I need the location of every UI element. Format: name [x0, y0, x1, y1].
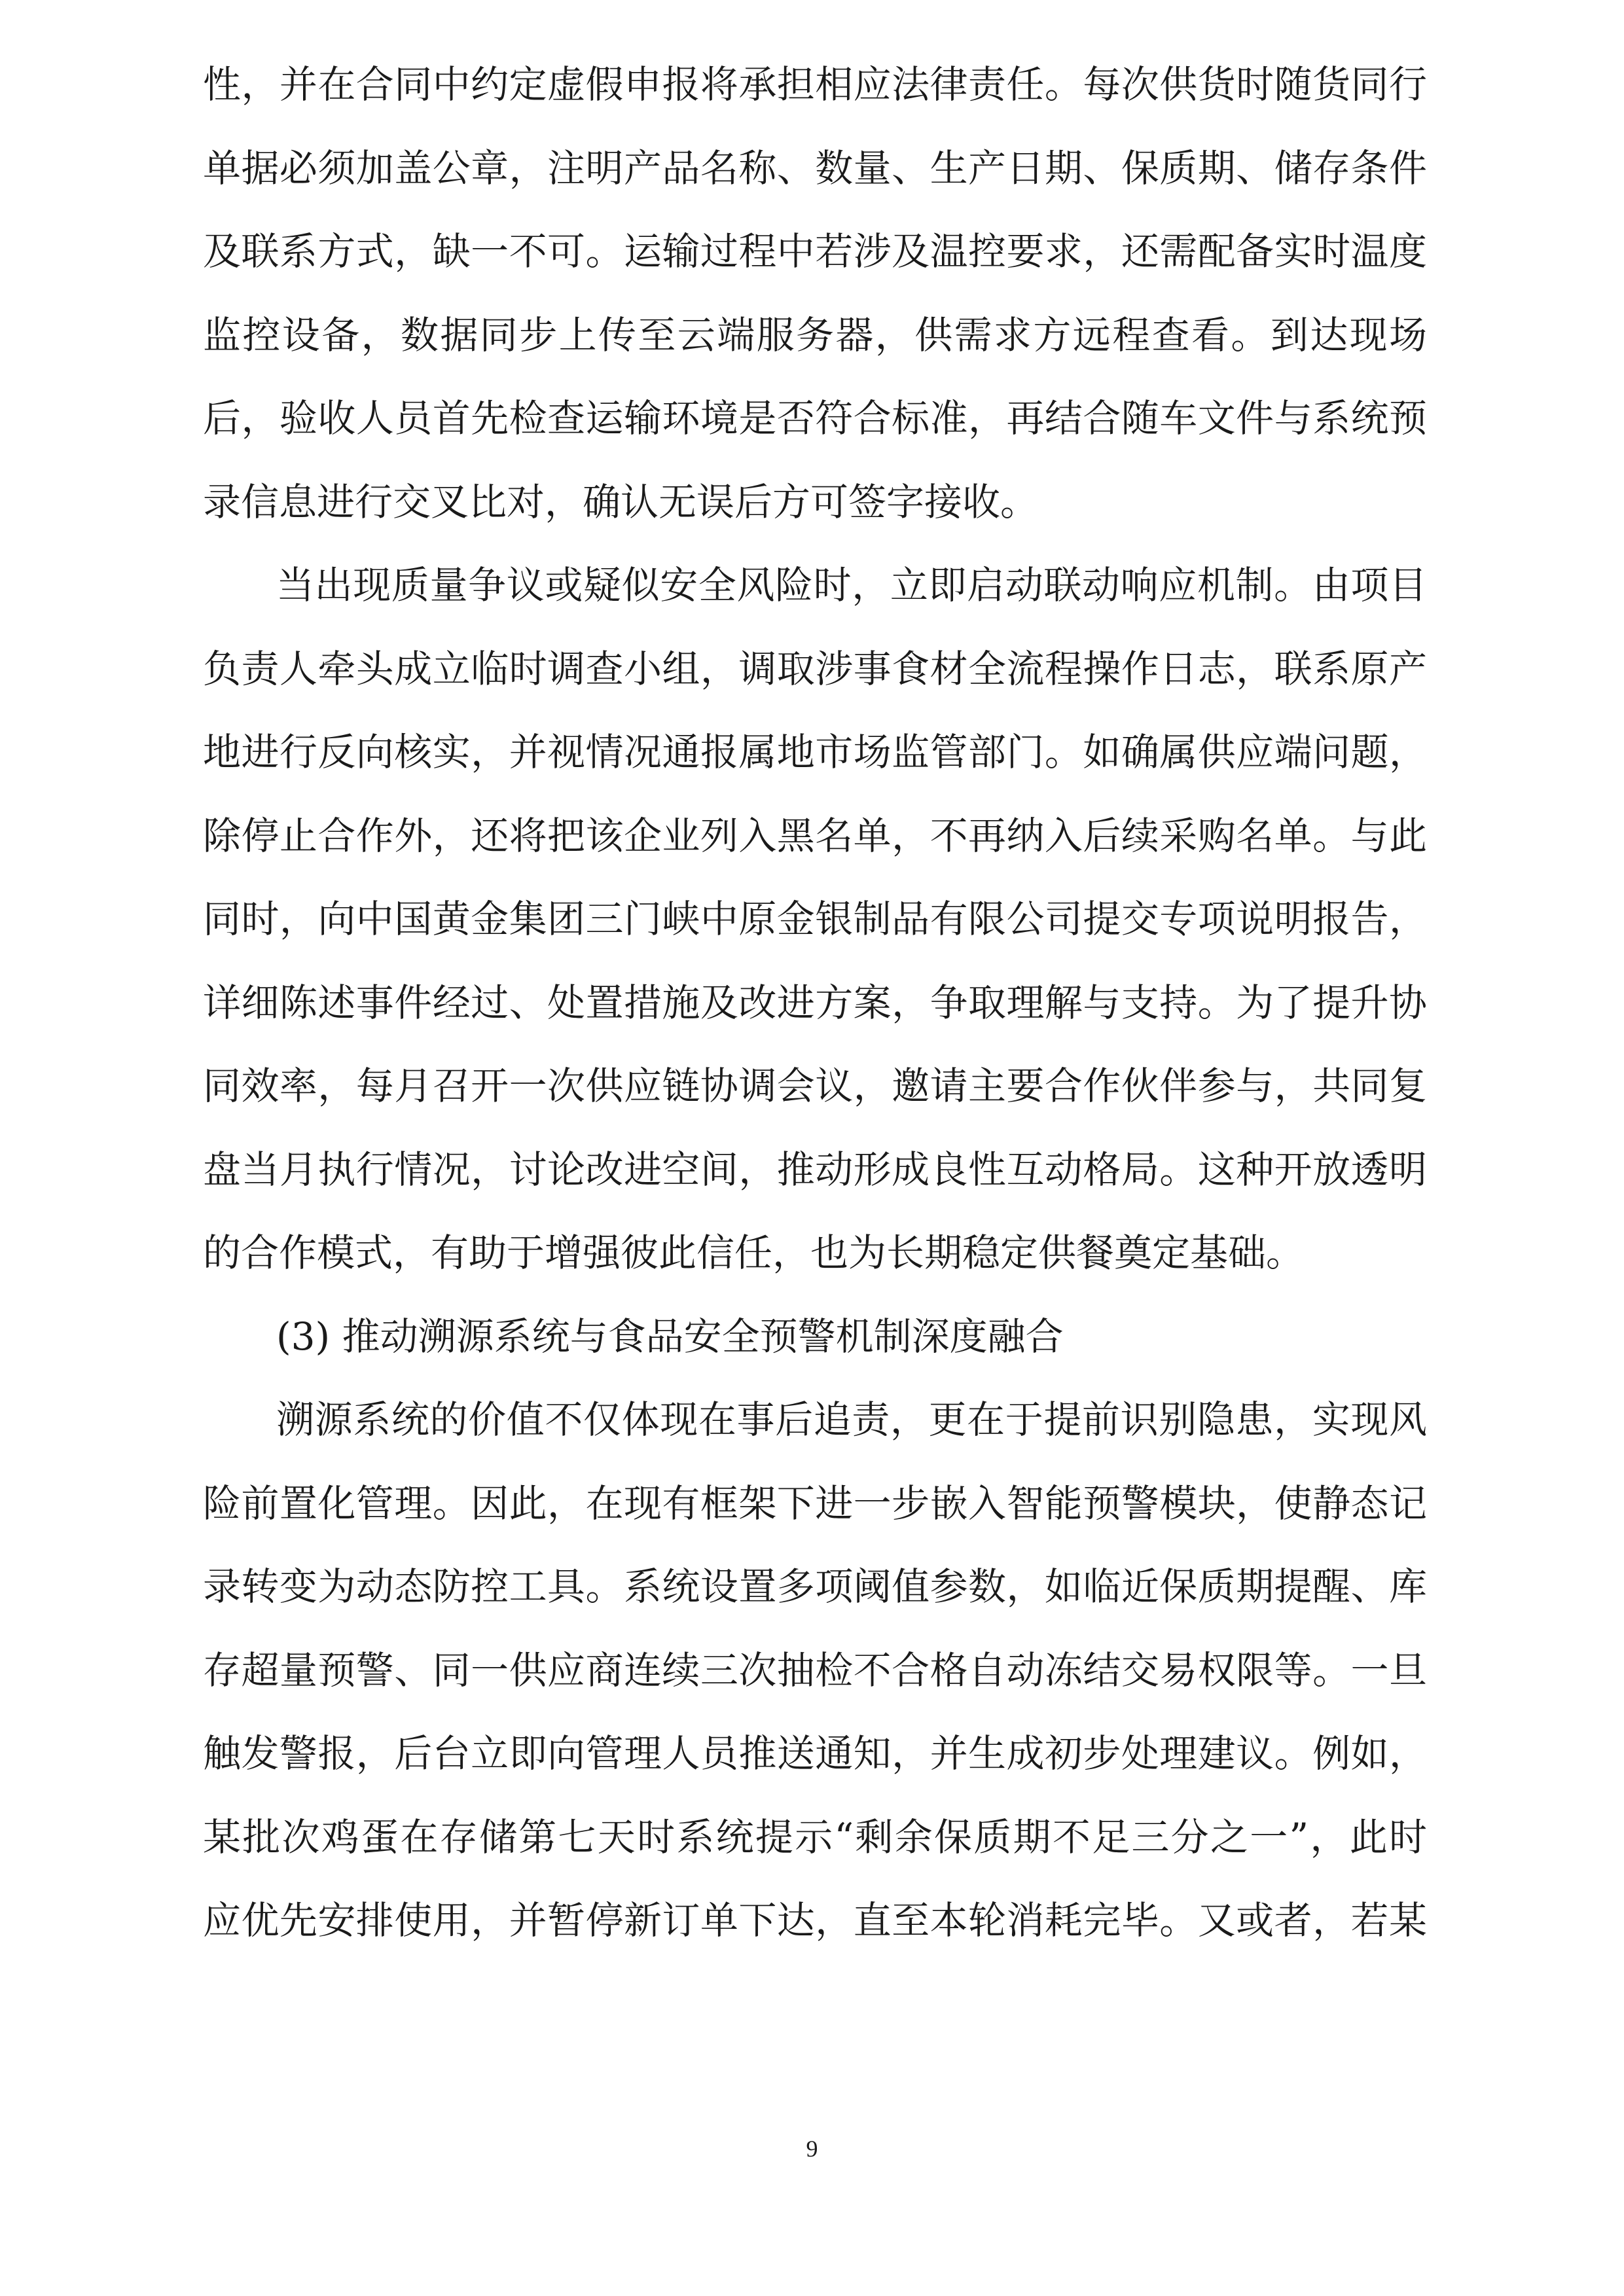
paragraph-warning-integration: [203, 1378, 1427, 1963]
text-line: 同效率，每月召开一次供应链协调会议，邀请主要合作伙伴参与，共同复: [203, 1064, 1427, 1108]
text-line: 盘当月执行情况，讨论改进空间，推动形成良性互动格局。这种开放透明: [203, 1147, 1427, 1192]
paragraph-dispute-response: [203, 544, 1427, 1295]
page-number: 9: [806, 2136, 818, 2162]
section-heading: (3) 推动溯源系统与食品安全预警机制深度融合: [276, 1314, 1064, 1359]
text-line: 当出现质量争议或疑似安全风险时，立即启动联动响应机制。由项目: [276, 563, 1427, 607]
text-line: 后，验收人员首先检查运输环境是否符合标准，再结合随车文件与系统预: [203, 396, 1427, 440]
text-line: 监控设备，数据同步上传至云端服务器，供需求方远程查看。到达现场: [203, 312, 1427, 357]
text-line: 溯源系统的价值不仅体现在事后追责，更在于提前识别隐患，实现风: [276, 1397, 1427, 1442]
text-line: 录转变为动态防控工具。系统设置多项阈值参数，如临近保质期提醒、库: [203, 1564, 1427, 1609]
text-line: 性，并在合同中约定虚假申报将承担相应法律责任。每次供货时随货同行: [203, 62, 1427, 107]
text-line: 地进行反向核实，并视情况通报属地市场监管部门。如确属供应端问题，: [203, 730, 1427, 774]
paragraph-continuation: [203, 43, 1427, 544]
text-line: 应优先安排使用，并暂停新订单下达，直至本轮消耗完毕。又或者，若某: [203, 1898, 1427, 1943]
text-line: 录信息进行交叉比对，确认无误后方可签字接收。: [203, 479, 1039, 524]
text-line: 险前置化管理。因此，在现有框架下进一步嵌入智能预警模块，使静态记: [203, 1480, 1427, 1526]
text-line: 详细陈述事件经过、处置措施及改进方案，争取理解与支持。为了提升协: [203, 980, 1427, 1025]
page-body: [203, 43, 1427, 1963]
text-line: 及联系方式，缺一不可。运输过程中若涉及温控要求，还需配备实时温度: [203, 229, 1427, 274]
text-line: 同时，向中国黄金集团三门峡中原金银制品有限公司提交专项说明报告，: [203, 897, 1427, 941]
text-line: 负责人牵头成立临时调查小组，调取涉事食材全流程操作日志，联系原产: [203, 646, 1427, 691]
text-line: 存超量预警、同一供应商连续三次抽检不合格自动冻结交易权限等。一旦: [203, 1647, 1427, 1693]
text-line: 的合作模式，有助于增强彼此信任，也为长期稳定供餐奠定基础。: [203, 1230, 1305, 1275]
text-line: 单据必须加盖公章，注明产品名称、数量、生产日期、保质期、储存条件: [203, 145, 1427, 190]
text-line: 除停止合作外，还将把该企业列入黑名单，不再纳入后续采购名单。与此: [203, 813, 1427, 858]
text-line: 触发警报，后台立即向管理人员推送通知，并生成初步处理建议。例如，: [203, 1731, 1427, 1776]
text-line: 某批次鸡蛋在存储第七天时系统提示“剩余保质期不足三分之一”，此时: [203, 1814, 1427, 1859]
